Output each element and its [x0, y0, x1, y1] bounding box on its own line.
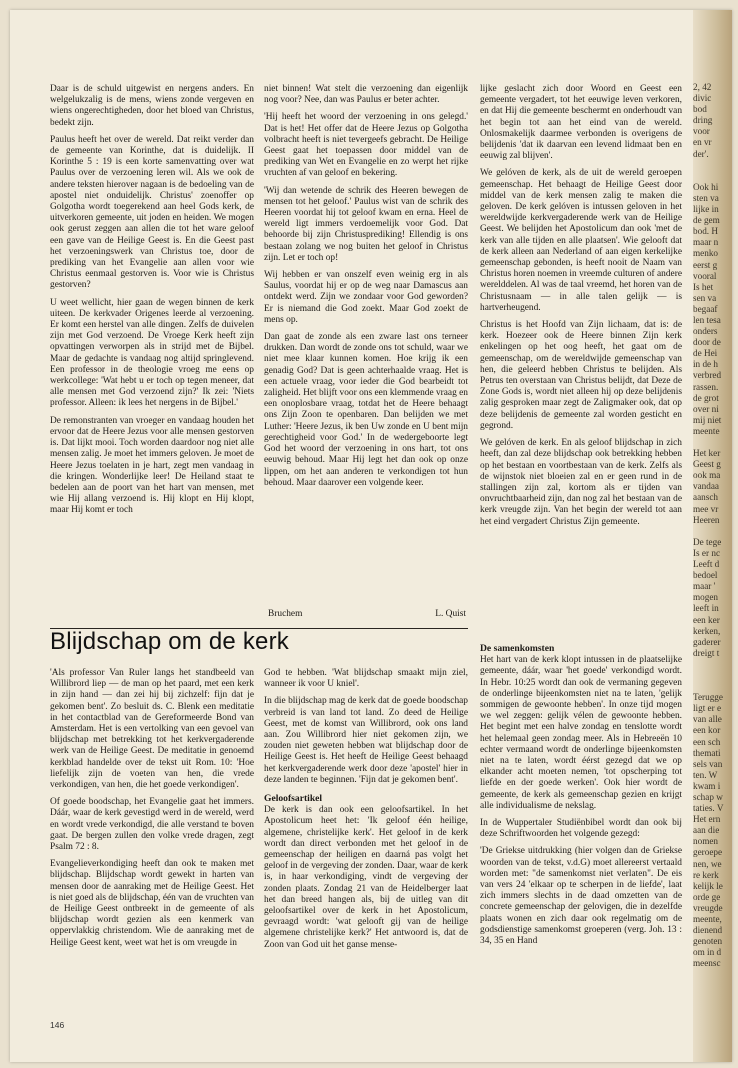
edge-line [693, 437, 732, 448]
paragraph: 'Wij dan wetende de schrik des Heeren bewegen de mensen tot het geloof.' Paulus wist van de schrik des Heeren voordat hij tot geloof kwam en erna. Heel de wereld ligt immers verdoemelijk voor God. Dat behoorde bij zijn Christusprediking! Ellendig is ons bestaan zolang we nog buiten het geloof in Christus zijn. Let er toch op! [264, 185, 468, 263]
article1-column-1 [50, 84, 254, 523]
article2-column-3 [480, 636, 682, 953]
paragraph: U weet wellicht, hier gaan de wegen binnen de kerk uiteen. De kerkvader Origenes leerde al verzoening. Er komt een herstel van alle dingen. Zelfs de duivelen zijn met God verzoend. De Vroege Kerk heeft zijn opvattingen verworpen als in strijd met de Bijbel. Maar de gedachte is vandaag nog altijd springlevend. Een professor in de theologie vroeg me eens op werkcollege: 'Wat hebt u er toch op tegen meneer, dat alle mensen met God verzoend zijn?' Ik zei: 'Niets professor. Alleen: ik lees het nergens in de Bijbel.' [50, 297, 254, 409]
edge-line: Leeft d [693, 559, 720, 570]
edge-line: kerken, [693, 625, 721, 636]
edge-line: gaderer [693, 636, 721, 647]
paragraph: 'De Griekse uitdrukking (hier volgen dan de Griekse woorden van de tekst, v.d.G) moet allereerst vertaald worden met: "de samenkomst niet verlaten". De eis van vers 24 'elkaar op te scherpen in de liefde', laat zich immers slechts in de daad omzetten van de concrete gemeenschap der gelovigen, die in dezelfde plaats wonen en zich daar ook regelmatig om de godsdienstige samenkomst groeperen (verg. Joh. 13 : 34, 35 en Hand [480, 846, 682, 947]
edge-line [693, 659, 732, 670]
paragraph: We gelóven de kerk, als de uit de wereld geroepen gemeenschap. Het behaagt de Heilige Geest door middel van de kerk mensen zalig te maken die geloven. De kerk gelóven is intussen geloven in het wereldwijde kerkvergaderende werk van de Heilige Geest. We belijden het Apostolicum dan ook 'met de kerk van alle tijden en alle plaatsen'. Wie gelooft dat de kerk alleen aan Nederland of aan eigen kerkelijke gemeenschap gebonden, is heeft nooit de Naam van Christus horen noemen in vreemde culturen of andere werelddelen. Al was de taal vreemd, het horen van de Christusnaam — in alle talen gelijk — is hartverheugend. [480, 168, 682, 313]
edge-line: aansch [693, 492, 718, 503]
edge-line: over ni [693, 403, 719, 414]
edge-line: genoten [693, 936, 723, 947]
article2-column-2 [264, 668, 468, 957]
paragraph: De kerk is dan ook een geloofsartikel. In het Apostolicum heet het: 'Ik geloof één heilige, algemene, christelijke kerk'. Het geloof in de kerk wordt dan direct verbonden met het geloof in de gemeenschap der heiligen en daarná pas volgt het geloof in de vergeving der zonden. Daar, waar de kerk is, in haar verkondiging, vindt de vergeving der zonden plaats. Zondag 21 van de Heidelberger laat het dan breed hangen als, bij de uitleg van dit geloofsartikel over de kerk in het Apostolicum, gevraagd wordt: 'wat gelooft gij van de heilige algemene christelijke kerk?' Het antwoord is, dat de Zoon van God uit het ganse mense- [264, 805, 468, 950]
edge-line: verbred [693, 370, 722, 381]
edge-line: nomen [693, 836, 719, 847]
edge-line: geroepe [693, 847, 723, 858]
edge-line [693, 681, 732, 692]
paragraph: lijke geslacht zich door Woord en Geest een gemeente vergadert, tot het eeuwige leven verkoren, en dat Hij die gemeente beschermt en onderhoudt van het begin tot aan het eind van de wereld. Onlosmakelijk daarmee verbonden is overigens de belijdenis 'dat ik daarvan een levend lidmaat ben en eeuwig zal blijven'. [480, 84, 683, 162]
paragraph: In die blijdschap mag de kerk dat de goede boodschap verbreid is van land tot land. Zo deed de Heilige Geest, met de komst van Willibrord, ook ons land aan. Zou Willibrord hier niet gekomen zijn, we zouden niet geweten hebben wat blijdschap door de Heilige Geest is. Het heeft de Heilige Geest behaagd het kerkvergaderende werk door deze 'apostel' hier in deze landen te beginnen. 'Fijn dat je gekomen bent'. [264, 696, 468, 785]
edge-line: Ook hi [693, 181, 719, 192]
edge-line: De tege [693, 536, 722, 547]
edge-line: bedoel [693, 570, 718, 581]
edge-line: van alle [693, 714, 722, 725]
edge-line: bod. H [693, 226, 719, 237]
paragraph: niet binnen! Wat stelt die verzoening dan eigenlijk nog voor? Nee, dan was Paulus er beter achter. [264, 84, 468, 106]
article-headline: Blijdschap om de kerk [50, 628, 289, 655]
edge-line: maar ' [693, 581, 716, 592]
edge-line: in de h [693, 359, 719, 370]
paragraph: Of goede boodschap, het Evangelie gaat het immers. Dáár, waar de kerk gevestigd werd in de wereld, werd en wordt vrede verkondigd, die alle verstand te boven gaat. De bergen zullen den volke vrede dragen, zegt Psalm 72 : 8. [50, 797, 254, 853]
edge-line: len tesa [693, 314, 721, 325]
edge-line: vandaa [693, 481, 720, 492]
paragraph: 'Hij heeft het woord der verzoening in ons gelegd.' Dat is het! Het offer dat de Heere Jezus op Golgotha volbracht heeft is niet tevergeefs gebracht. De Heilige Geest gaat het toepassen door middel van de prediking van Wet en Evangelie en zo werpt het rijke vruchten af van geloof en bekering. [264, 112, 468, 179]
edge-line: mogen [693, 592, 719, 603]
edge-line: vreugde [693, 902, 723, 913]
edge-line: de Hei [693, 348, 718, 359]
edge-line: maar n [693, 237, 719, 248]
paragraph: Dan gaat de zonde als een zware last ons terneer drukken. Dan wordt de zonde ons tot schuld, waar we niet mee klaar kunnen komen. Hoe krijg ik een genadig God? Dat is geen achterhaalde vraag. Het is een actuele vraag, voor ieder die God bearbeidt tot zaligheid. Het blijft voor ons een klemmende vraag en een onoplosbare vraag, totdat het de Heere behaagt ons Zijn Zoon te openbaren. Dan belijden we met Luther: 'Heere Jezus, ik ben Uw zonde en U bent mijn gerechtigheid voor God.' In de wedergeboorte legt God het woord der verzoening in ons hart, tot ons eeuwig behoud. Maar Hij legt het dan ook op onze lippen, om het aan anderen te verkondigen tot hun behoud. Maar daarover een volgende keer. [264, 332, 468, 488]
subheading: Geloofsartikel [264, 793, 323, 805]
edge-line: themati [693, 747, 721, 758]
edge-line: een sch [693, 736, 721, 747]
edge-line: meensc [693, 958, 721, 969]
edge-line: kwam i [693, 780, 721, 791]
edge-line: dring [693, 115, 713, 126]
edge-line: vooral [693, 270, 717, 281]
edge-line: begaaf [693, 303, 718, 314]
paragraph: De remonstranten van vroeger en vandaag houden het ervoor dat de Heere Jezus voor alle mensen gestorven is. Dat lijkt mooi. Toch worden daardoor nog niet alle mensen zalig. Je moet het immers geloven. Je moet de Heere Jezus toelaten in je hart, zegt men vandaag in die kringen. Wonderlijke leer! De Heiland staat te bedelen aan de poort van het hart van mensen, met wie Hij allang verzoend is. Hij klopt en Hij klopt, maar Hij komt er toch [50, 415, 254, 516]
edge-line: sten va [693, 192, 719, 203]
edge-line: menko [693, 248, 719, 259]
edge-line: orde ge [693, 891, 721, 902]
signature [268, 609, 466, 619]
edge-line: mij niet [693, 414, 722, 425]
page-number: 146 [50, 1020, 65, 1030]
magazine-page [10, 10, 732, 1062]
edge-line: Is het [693, 281, 714, 292]
edge-line: een ker [693, 614, 720, 625]
edge-line: een kor [693, 725, 721, 736]
edge-line: de gem [693, 215, 720, 226]
edge-line: meente, [693, 914, 722, 925]
edge-line: nen, we [693, 858, 722, 869]
signature-place: Bruchem [268, 609, 303, 619]
edge-line: en vr [693, 137, 712, 148]
paragraph: 'Als professor Van Ruler langs het standbeeld van Willibrord liep — de man op het paard, met een kerk in zijn hand — dan zei hij bij zichzelf: fijn dat je gekomen bent'. Zo besluit ds. C. Blenk een meditatie in het contactblad van de Gereformeerde Bond van Amsterdam. Het is een vertolking van een gevoel van blijdschap met betrekking tot het kerkvergaderende werk van de Heilige Geest. De meditatie in genoemd kerkblad handelde over de tekst uit Rom. 10: 'Hoe liefelijk zijn de voeten van hen, die vrede verkondigen, van hen, die het goede verkondigen'. [50, 668, 254, 791]
edge-line: rassen. [693, 381, 719, 392]
signature-name: L. Quist [435, 609, 466, 619]
edge-line: mee vr [693, 503, 719, 514]
edge-line: leeft in [693, 603, 719, 614]
paragraph: We gelóven de kerk. En als geloof blijdschap in zich heeft, dan zal deze blijdschap ook betrekking hebben op het bestaan en voortbestaan van de kerk. Zelfs als de wijnstok niet bloeien zal en er geen rund in de stallingen zijn zal, kortom als er tijden van onvruchtbaarheid zijn, dan nog zal het bestaan van de kerk vreugde zijn. Van het begin der wereld tot aan het eind vergadert Christus Zijn gemeente. [480, 438, 682, 527]
edge-line: voor [693, 126, 710, 137]
edge-line: Is er nc [693, 547, 721, 558]
edge-line: eerst g [693, 259, 718, 270]
paragraph: Daar is de schuld uitgewist en nergens anders. En welgelukzalig is de mens, wiens zonde vergeven en wiens ongerechtigheden, door het bloed van Christus, bedekt zijn. [50, 84, 254, 128]
paragraph: In de Wuppertaler Studiënbibel wordt dan ook bij deze Schriftwoorden het volgende gezegd: [480, 818, 682, 840]
edge-line: bod [693, 104, 707, 115]
edge-line: om in d [693, 947, 722, 958]
edge-line [693, 670, 732, 681]
edge-line: Terugge [693, 692, 723, 703]
paragraph: Paulus heeft het over de wereld. Dat reikt verder dan de gemeente van Korinthe, dat is duidelijk. II Korinthe 5 : 19 is een korte samenvatting over wat Paulus over de verzoening leren wil. Als we ook de andere teksten hierover nagaan is de bedoeling van de apostel niet onduidelijk. Christus' zoenoffer op Golgotha wordt toegerekend aan heel Gods kerk, de uitverkoren gemeente, uit joden en heiden. We mogen ook gerust zeggen aan allen die tot het ware geloof een gave van de Heilige Geest is. En die Geest past het verzoeningswerk van Christus toe, door de prediking van het Evangelie aan allen voor wie Christus eenmaal gestorven is. Voor wie is Christus gestorven? [50, 134, 254, 291]
edge-line: schap w [693, 792, 723, 802]
paragraph: God te hebben. 'Wat blijdschap smaakt mijn ziel, wanneer ik voor U kniel'. [264, 668, 468, 690]
paragraph: Christus is het Hoofd van Zijn lichaam, dat is: de kerk. Hoezeer ook de Heere binnen Zijn kerk enkelingen op het oog heeft, het gaat om de gemeenschap, om de wereldwijde gemeenschap van hen, die geleerd hebben Christus te belijden. Als Petrus ten overstaan van Christus belijdt, dat Deze de Zone Gods is, wordt niet alleen hij op deze belijdenis zalig gesproken maar zegt de Zaligmaker ook, dat op deze belijdenis de gemeente zal worden gesticht en gegrond. [480, 320, 682, 431]
edge-line [693, 160, 732, 171]
edge-line: divic [693, 93, 712, 104]
edge-line: der'. [693, 148, 709, 159]
edge-line: meente [693, 425, 720, 436]
subheading: De samenkomsten [480, 643, 555, 654]
article2-column-1 [50, 668, 254, 955]
edge-line: sen va [693, 292, 717, 303]
edge-line: door de [693, 337, 721, 348]
edge-line: dienend [693, 925, 723, 936]
edge-line: Het ern [693, 814, 721, 825]
edge-line: re kerk [693, 869, 719, 880]
edge-line: taties. V [693, 803, 724, 814]
edge-line [693, 526, 732, 537]
edge-line: Heeren [693, 514, 720, 525]
edge-line: lijke in [693, 204, 719, 215]
edge-line: Het ker [693, 448, 721, 459]
edge-line: ligt er e [693, 703, 722, 714]
edge-line: ook ma [693, 470, 721, 481]
next-page-edge-text [693, 82, 732, 970]
edge-line: aan die [693, 825, 720, 836]
edge-line [693, 171, 732, 182]
paragraph: Wij hebben er van onszelf even weinig erg in als Saulus, voordat hij er op de weg naar Damascus aan ontdekt werd. Zijn we zondaar voor God geworden? Er is niemand die God zoekt. Maar God zoekt de mens op. [264, 270, 468, 325]
article1-column-2 [264, 84, 468, 495]
edge-line: sels van [693, 758, 723, 769]
edge-line: kelijk le [693, 880, 723, 891]
paragraph: Evangelieverkondiging heeft dan ook te maken met blijdschap. Blijdschap wordt gewekt in harten van mensen door de aanraking met de Heilige Geest. Het is niet goed als de blijdschap, één van de vruchten van de Heilige Geest ontbreekt in de gemeente of als blijdschap wordt gezien als een kenmerk van oppervlakkig christendom. Wie de aanraking met de Heilige Geest kent, weet wat het is om vreugde in [50, 859, 254, 948]
edge-line: 2, 42 [693, 82, 712, 92]
paragraph: Het hart van de kerk klopt intussen in de plaatselijke gemeente, dáár, waar 'het goede' verkondigd wordt. In Hebr. 10:25 wordt dan ook de vermaning gegeven de onderlinge bijeenkomsten niet na te laten, 'gelijk sommigen de gewoonte hebben'. In onze tijd mogen we wel zeggen: gelijk vélen de gewoonte hebben. Het begint met een halve zondag en tenslotte wordt het helemaal geen zondag meer. Als in Hebreeën 10 echter vermaand wordt de onderlinge bijeenkomsten niet na te laten, wordt éérst gezegd dat we op elkander acht moeten nemen, 'tot opscherping tot liefde en der goede werken'. Ook hier wordt de gemeente, de kerk als gemeenschap gezien en krijgt alle individualisme de nekslag. [480, 655, 682, 811]
edge-line: de grot [693, 392, 719, 403]
edge-line: onders [693, 326, 718, 337]
edge-line: Geest g [693, 459, 721, 470]
edge-line: dreigt t [693, 647, 720, 658]
article2-column-top-right [480, 84, 682, 534]
edge-line: ten. W [693, 769, 718, 780]
